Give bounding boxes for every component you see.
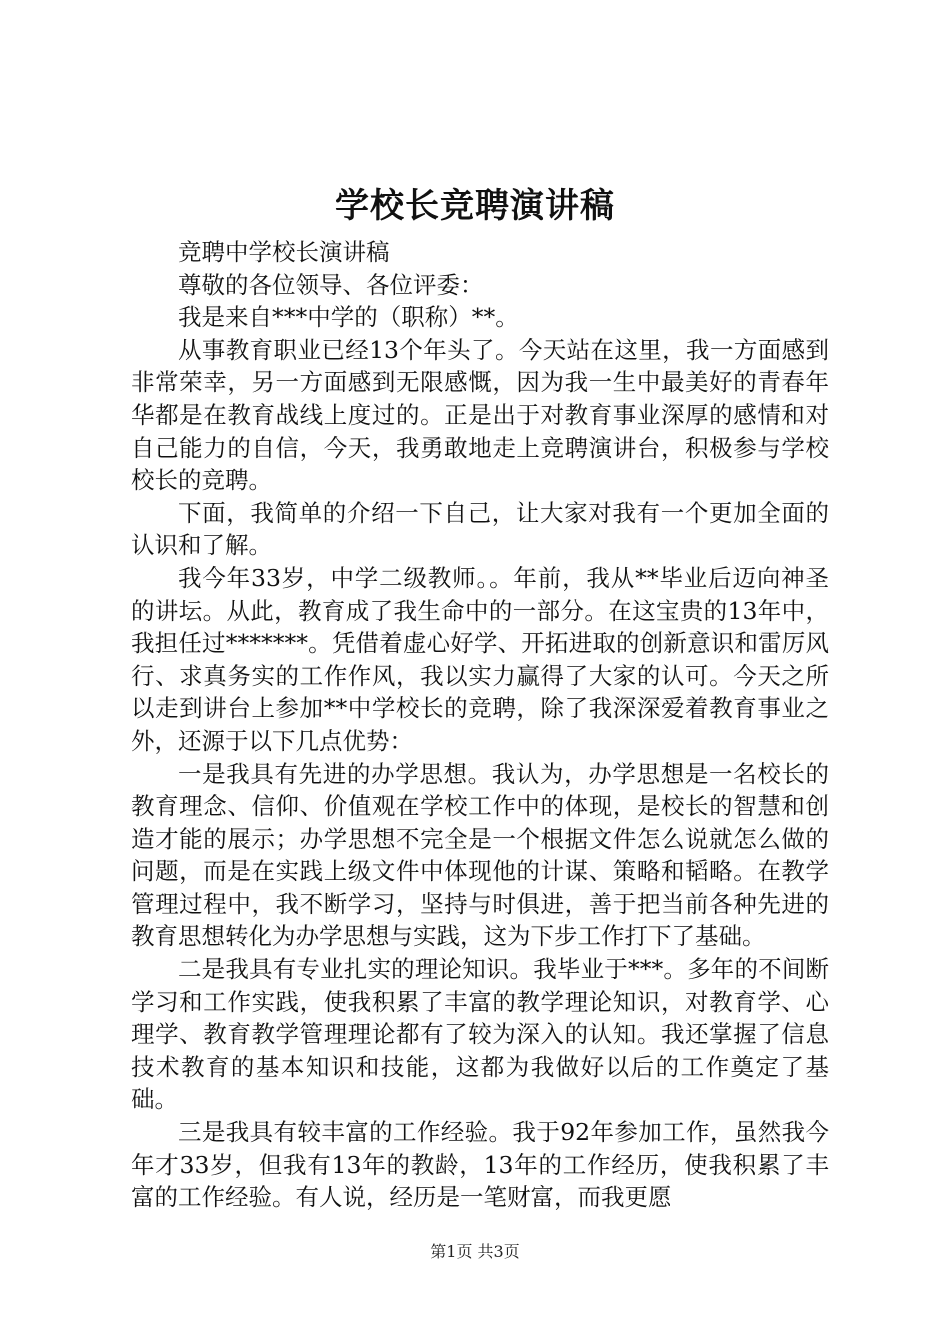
paragraph: 一是我具有先进的办学思想。我认为，办学思想是一名校长的教育理念、信仰、价值观在学校工作中的体现，是校长的智慧和创造才能的展示；办学思想不完全是一个根据文件怎么说就怎么做的问题，而是在实践上级文件中体现他的计谋、策略和韬略。在教学管理过程中，我不断学习，坚持与时俱进，善于把当前各种先进的教育思想转化为办学思想与实践，这为下步工作打下了基础。 [131,759,829,951]
document-body [131,236,829,1214]
document-title: 学校长竞聘演讲稿 [335,186,615,226]
paragraph-salutation: 尊敬的各位领导、各位评委： [178,270,484,299]
paragraph: 下面，我简单的介绍一下自己，让大家对我有一个更加全面的认识和了解。 [131,498,829,560]
paragraph: 二是我具有专业扎实的理论知识。我毕业于***。多年的不间断学习和工作实践，使我积累了丰富的教学理论知识，对教育学、心理学、教育教学管理理论都有了较为深入的认知。我还掌握了信息技术教育的基本知识和技能，这都为我做好以后的工作奠定了基础。 [131,955,829,1114]
paragraph: 从事教育职业已经13个年头了。今天站在这里，我一方面感到非常荣幸，另一方面感到无限感慨，因为我一生中最美好的青春年华都是在教育战线上度过的。正是出于对教育事业深厚的感情和对自己能力的自信，今天，我勇敢地走上竞聘演讲台，积极参与学校校长的竞聘。 [131,335,829,495]
paragraph-heading: 竞聘中学校长演讲稿 [178,238,390,266]
paragraph-intro: 我是来自***中学的（职称）**。 [178,303,519,332]
paragraph: 我今年33岁，中学二级教师。。年前，我从**毕业后迈向神圣的讲坛。从此，教育成了我生命中的一部分。在这宝贵的13年中，我担任过*******。凭借着虚心好学、开拓进取的创新意识和雷厉风行、求真务实的工作作风，我以实力赢得了大家的认可。今天之所以走到讲台上参加**中学校长的竞聘，除了我深深爱着教育事业之外，还源于以下几点优势： [131,563,829,755]
page-number-footer: 第1页 共3页 [430,1242,520,1261]
paragraph: 三是我具有较丰富的工作经验。我于92年参加工作，虽然我今年才33岁，但我有13年的教龄，13年的工作经历，使我积累了丰富的工作经验。有人说，经历是一笔财富，而我更愿 [131,1118,829,1212]
